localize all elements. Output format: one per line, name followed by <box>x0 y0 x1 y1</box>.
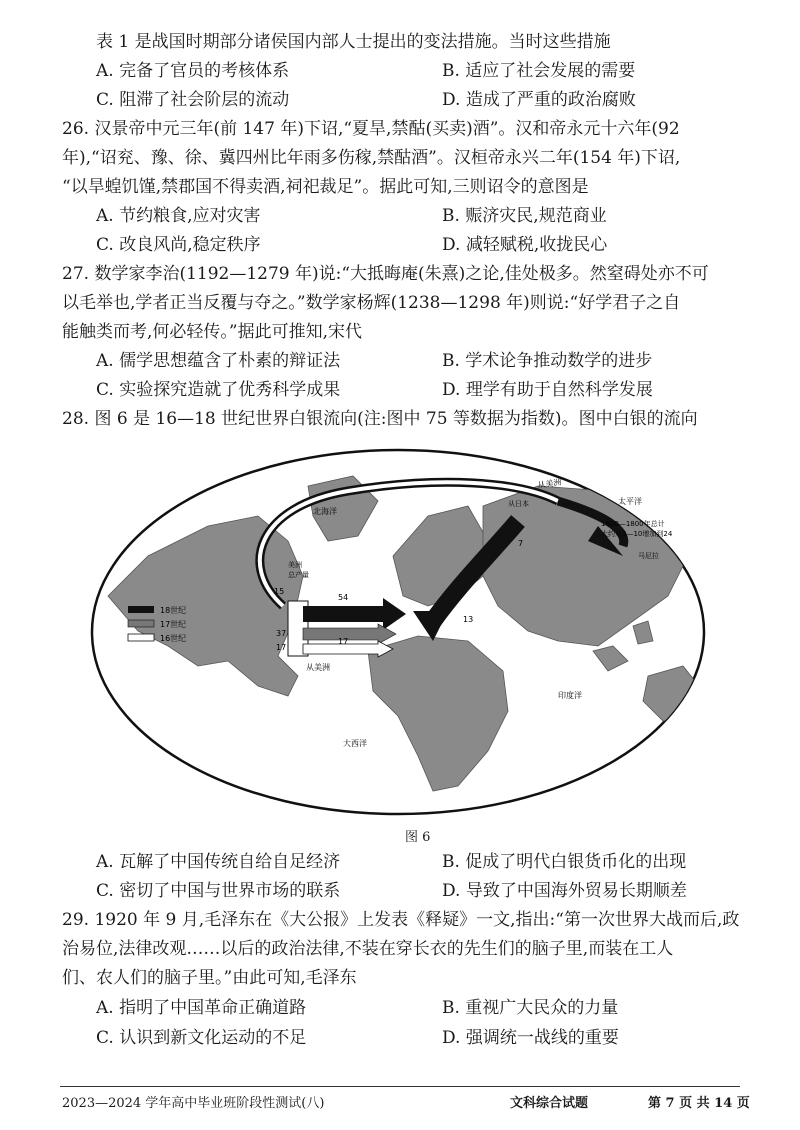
legend-label-17c: 17世纪 <box>160 620 187 629</box>
q27-line-1: 27. 数学家李治(1192—1279 年)说:“大抵晦庵(朱熹)之论,佳处极多。然窒碍处亦不可 <box>62 264 709 284</box>
q27-option-d: D. 理学有助于自然科学发展 <box>442 380 653 400</box>
label-atlantic: 大西洋 <box>343 739 367 748</box>
q29-line-2: 治易位,法律改观……以后的政治法律,不装在穿长衣的先生们的脑子里,而装在工人 <box>62 939 674 959</box>
q29-option-a: A. 指明了中国革命正确道路 <box>96 998 307 1018</box>
q28-option-c: C. 密切了中国与世界市场的联系 <box>96 881 341 901</box>
value-7: 7 <box>518 539 524 548</box>
intro-option-d: D. 造成了严重的政治腐败 <box>442 90 636 110</box>
value-54: 54 <box>338 593 349 602</box>
legend-swatch-18c <box>128 606 154 613</box>
legend-swatch-16c <box>128 634 154 641</box>
value-15: 15 <box>274 587 285 596</box>
label-japan: 从日本 <box>508 500 529 508</box>
q29-option-c: C. 认识到新文化运动的不足 <box>96 1028 307 1048</box>
intro-option-c: C. 阻滞了社会阶层的流动 <box>96 90 290 110</box>
silver-flow-map <box>88 446 708 818</box>
intro-option-a: A. 完备了官员的考核体系 <box>96 61 290 81</box>
q29-option-b: B. 重视广大民众的力量 <box>442 998 619 1018</box>
label-note-2: 大约从3—10增加到24 <box>601 530 673 538</box>
q29-line-1: 29. 1920 年 9 月,毛泽东在《大公报》上发表《释疑》一文,指出:“第一次世界大战而后,政 <box>62 910 740 930</box>
legend-label-16c: 16世纪 <box>160 634 187 643</box>
intro-stem: 表 1 是战国时期部分诸侯国内部人士提出的变法措施。当时这些措施 <box>96 32 611 52</box>
q26-line-1: 26. 汉景帝中元三年(前 147 年)下诏,“夏旱,禁酤(买卖)酒”。汉和帝永元十六年(92 <box>62 119 680 139</box>
q29-line-3: 们、农人们的脑子里。”由此可知,毛泽东 <box>62 968 357 988</box>
label-americas-total-2: 总产量 <box>288 571 309 579</box>
q26-option-a: A. 节约粮食,应对灾害 <box>96 206 261 226</box>
q28-option-b: B. 促成了明代白银货币化的出现 <box>442 852 687 872</box>
q28-line-1: 28. 图 6 是 16—18 世纪世界白银流向(注:图中 75 等数据为指数)。图中白银的流向 <box>62 409 698 429</box>
q26-option-c: C. 改良风尚,稳定秩序 <box>96 235 261 255</box>
q28-option-d: D. 导致了中国海外贸易长期顺差 <box>442 881 687 901</box>
legend-label-18c: 18世纪 <box>160 606 187 615</box>
q26-option-b: B. 赈济灾民,规范商业 <box>442 206 607 226</box>
q26-line-3: “以旱蝗饥馑,禁郡国不得卖酒,祠祀裁足”。据此可知,三则诏令的意图是 <box>62 177 589 197</box>
value-37: 37 <box>276 629 287 638</box>
label-north-sea: 北海洋 <box>313 507 337 516</box>
legend-swatch-17c <box>128 620 154 627</box>
label-from-americas-top: 从美洲 <box>537 477 563 490</box>
label-pacific: 太平洋 <box>618 497 642 506</box>
value-13: 13 <box>463 615 474 624</box>
value-17a: 17 <box>276 643 287 652</box>
q27-line-2: 以毛举也,学者正当反覆与夺之。”数学家杨辉(1238—1298 年)则说:“好学君子之自 <box>62 293 681 313</box>
footer-exam-title: 2023—2024 学年高中毕业班阶段性测试(八) <box>62 1096 325 1111</box>
footer-subject: 文科综合试题 <box>510 1096 589 1111</box>
value-17b: 17 <box>338 637 349 646</box>
label-indian: 印度洋 <box>558 691 582 700</box>
intro-option-b: B. 适应了社会发展的需要 <box>442 61 636 81</box>
q29-option-d: D. 强调统一战线的重要 <box>442 1028 619 1048</box>
q28-option-a: A. 瓦解了中国传统自给自足经济 <box>96 852 341 872</box>
label-americas-total-1: 美洲 <box>288 561 302 569</box>
label-note-1: 1600—1800年总计 <box>601 520 665 528</box>
footer-page-number: 第 7 页 共 14 页 <box>648 1096 750 1111</box>
q27-option-c: C. 实验探究造就了优秀科学成果 <box>96 380 341 400</box>
q26-line-2: 年),“诏兖、豫、徐、冀四州比年雨多伤稼,禁酤酒”。汉桓帝永兴二年(154 年)下诏, <box>62 148 681 168</box>
q27-option-a: A. 儒学思想蕴含了朴素的辩证法 <box>96 351 341 371</box>
footer-rule <box>60 1086 740 1087</box>
label-manila: 马尼拉 <box>638 552 659 560</box>
figure-caption: 图 6 <box>405 830 431 845</box>
q26-option-d: D. 减轻赋税,收拢民心 <box>442 235 608 255</box>
q27-line-3: 能触类而考,何必轻传。”据此可推知,宋代 <box>62 322 362 342</box>
label-from-americas-bottom: 从美洲 <box>306 663 330 672</box>
q27-option-b: B. 学术论争推动数学的进步 <box>442 351 653 371</box>
